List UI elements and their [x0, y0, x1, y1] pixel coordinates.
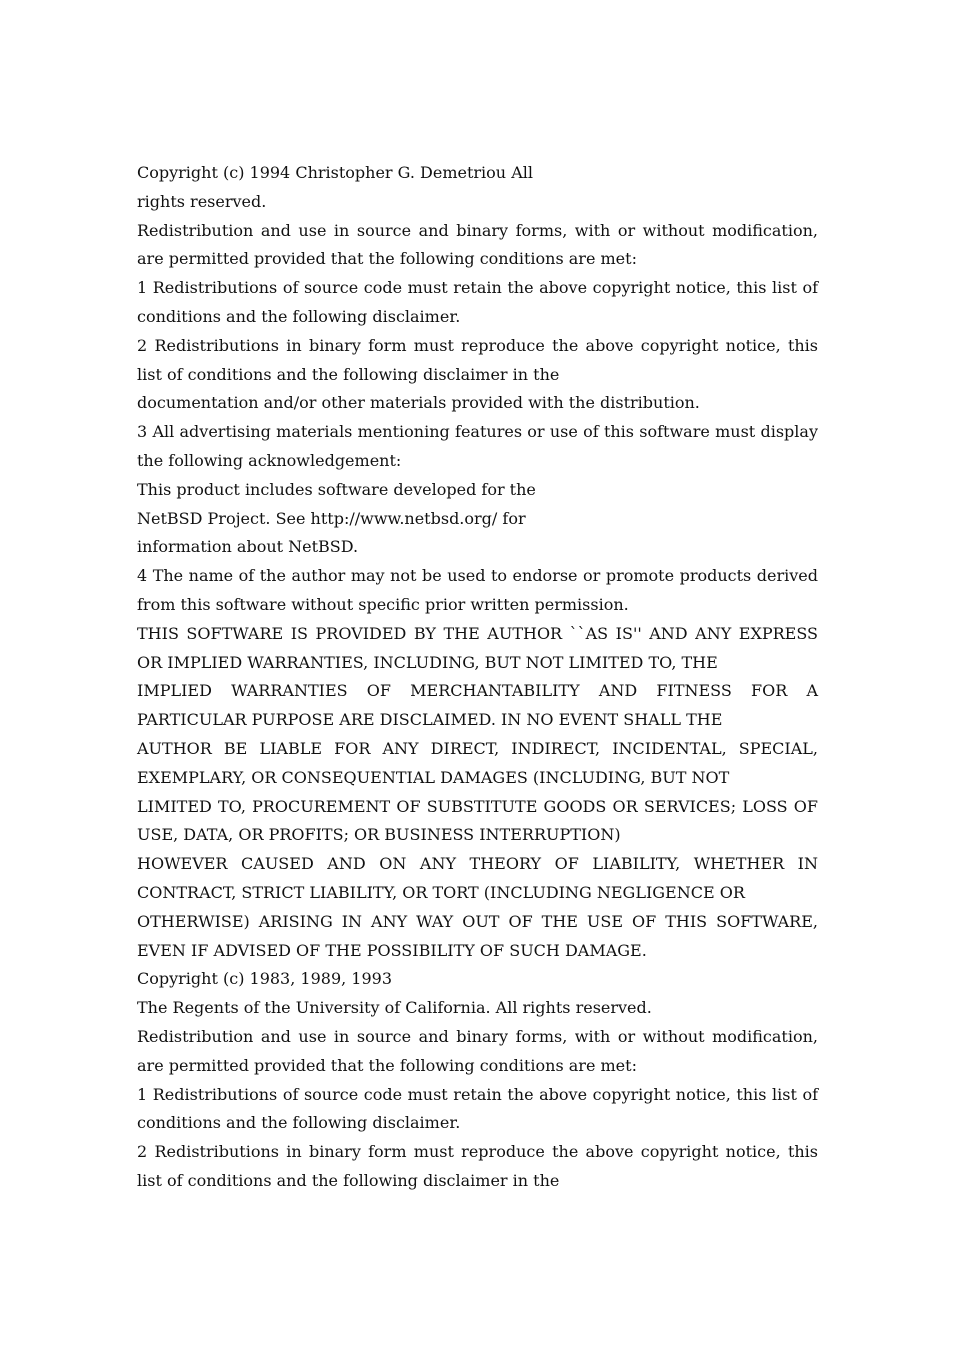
copyright-line-2: Copyright (c) 1983, 1989, 1993 [137, 969, 393, 989]
document-page [137, 159, 818, 1196]
condition-2-paragraph: 2 Redistributions in binary form must reproduce the above copyright notice, this list of conditions and the following disclaimer in the [137, 335, 818, 384]
condition-4-paragraph: 4 The name of the author may not be used to endorse or promote products derived from this software without specific prior written permission. [137, 566, 818, 614]
condition-3-paragraph: 3 All advertising materials mentioning features or use of this software must display the following acknowledgement: [137, 422, 818, 470]
condition-1-paragraph: 1 Redistributions of source code must retain the above copyright notice, this list of conditions and the following disclaimer. [137, 278, 818, 326]
disclaimer-paragraph-2: IMPLIED WARRANTIES OF MERCHANTABILITY AND FITNESS FOR A PARTICULAR PURPOSE ARE DISCLAIMED. IN NO EVENT SHALL THE [137, 681, 818, 730]
disclaimer-paragraph-3: AUTHOR BE LIABLE FOR ANY DIRECT, INDIRECT, INCIDENTAL, SPECIAL, EXEMPLARY, OR CONSEQUENTIAL DAMAGES (INCLUDING, BUT NOT [137, 738, 818, 787]
rights-reserved-line: rights reserved. [137, 191, 267, 211]
copyright-line-1: Copyright (c) 1994 Christopher G. Demetriou All [137, 163, 533, 182]
condition-2-paragraph-2: 2 Redistributions in binary form must reproduce the above copyright notice, this list of conditions and the following disclaimer in the [137, 1142, 818, 1190]
condition-1-paragraph-2: 1 Redistributions of source code must retain the above copyright notice, this list of conditions and the following disclaimer. [137, 1084, 818, 1133]
documentation-line: documentation and/or other materials provided with the distribution. [137, 393, 700, 413]
redistribution-paragraph-2: Redistribution and use in source and binary forms, with or without modification, are permitted provided that the following conditions are met: [137, 1026, 818, 1075]
disclaimer-paragraph-4: LIMITED TO, PROCUREMENT OF SUBSTITUTE GOODS OR SERVICES; LOSS OF USE, DATA, OR PROFITS; OR BUSINESS INTERRUPTION) [137, 796, 818, 845]
acknowledgement-line-3: information about NetBSD. [137, 537, 359, 557]
acknowledgement-line-2: NetBSD Project. See http://www.netbsd.org/ for [137, 508, 526, 528]
regents-line: The Regents of the University of California. All rights reserved. [137, 998, 652, 1018]
acknowledgement-line-1: This product includes software developed for the [137, 479, 536, 499]
redistribution-paragraph: Redistribution and use in source and binary forms, with or without modification, are permitted provided that the following conditions are met: [137, 220, 818, 269]
disclaimer-paragraph-5: HOWEVER CAUSED AND ON ANY THEORY OF LIABILITY, WHETHER IN CONTRACT, STRICT LIABILITY, OR TORT (INCLUDING NEGLIGENCE OR [137, 854, 818, 902]
disclaimer-paragraph-6: OTHERWISE) ARISING IN ANY WAY OUT OF THE USE OF THIS SOFTWARE, EVEN IF ADVISED OF THE POSSIBILITY OF SUCH DAMAGE. [137, 911, 818, 960]
disclaimer-paragraph-1: THIS SOFTWARE IS PROVIDED BY THE AUTHOR ``AS IS'' AND ANY EXPRESS OR IMPLIED WARRANTIES, INCLUDING, BUT NOT LIMITED TO, THE [137, 623, 818, 672]
